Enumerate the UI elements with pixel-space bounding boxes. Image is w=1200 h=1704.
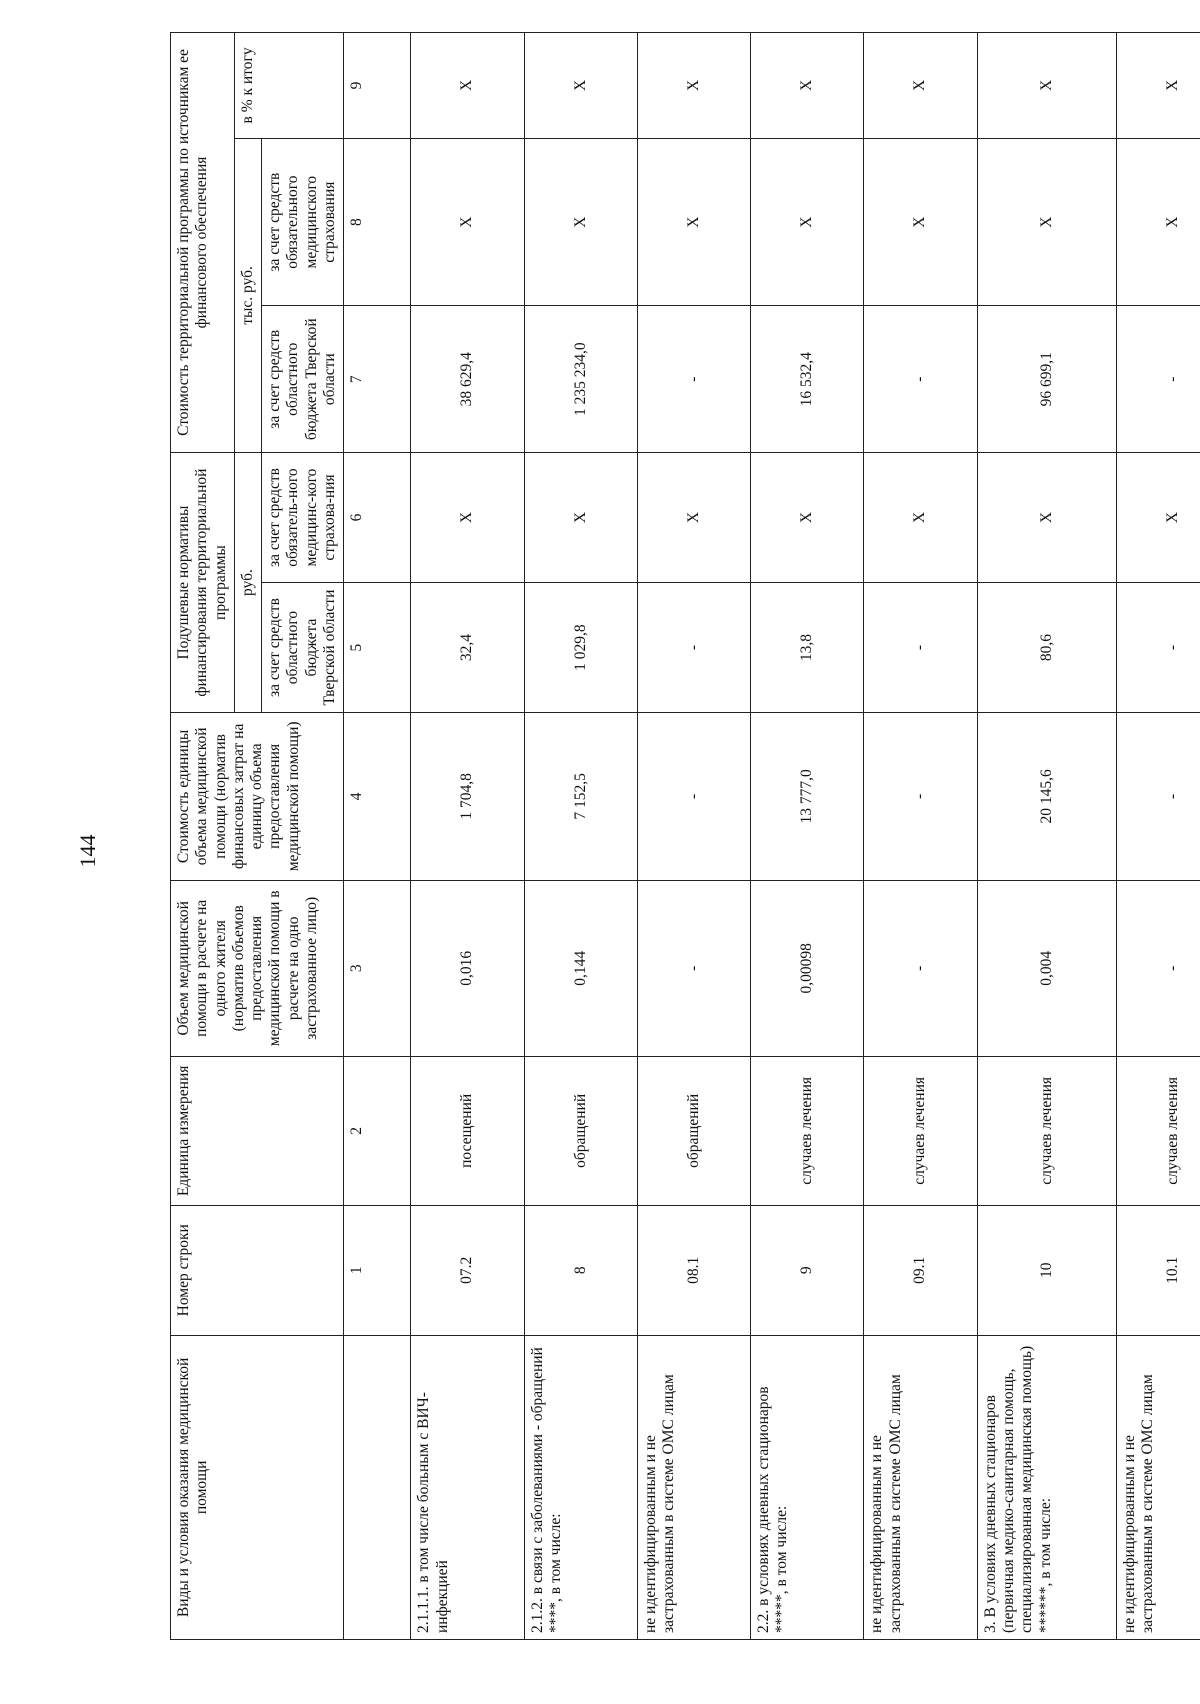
row-unit: случаев лечения xyxy=(1116,1056,1200,1205)
row-name: не идентифицированным и не застрахованным в системе ОМС лицам xyxy=(637,1335,750,1639)
row-line: 10.1 xyxy=(1116,1205,1200,1335)
row-line: 9 xyxy=(751,1205,864,1335)
row-name: 2.1.1.1. в том числе больным с ВИЧ-инфекцией xyxy=(411,1335,524,1639)
row-cost-oms: X xyxy=(637,138,750,306)
row-cost-budget: - xyxy=(637,306,750,453)
header-types: Виды и условия оказания медицинской помощи xyxy=(171,1335,344,1639)
row-volume: - xyxy=(1116,880,1200,1056)
financing-table xyxy=(170,32,1200,1640)
header-cost-oms: за счет средств обязательного медицинского страхования xyxy=(262,138,344,306)
table-row xyxy=(411,33,524,1640)
table-row xyxy=(977,33,1116,1640)
row-norm-budget: - xyxy=(1116,583,1200,713)
row-norm-oms: X xyxy=(751,453,864,583)
row-line: 08.1 xyxy=(637,1205,750,1335)
column-number: 7 xyxy=(344,306,411,453)
header-rub: руб. xyxy=(234,453,261,713)
table-row xyxy=(637,33,750,1640)
row-norm-budget: 13,8 xyxy=(751,583,864,713)
header-cost-budget: за счет средств областного бюджета Тверской области xyxy=(262,306,344,453)
row-norm-oms: X xyxy=(524,453,637,583)
row-unit: посещений xyxy=(411,1056,524,1205)
table-row xyxy=(751,33,864,1640)
header-thous-rub: тыс. руб. xyxy=(234,138,261,452)
row-unit-cost: - xyxy=(864,713,977,881)
row-line: 10 xyxy=(977,1205,1116,1335)
row-norm-budget: - xyxy=(637,583,750,713)
row-cost-oms: X xyxy=(411,138,524,306)
row-volume: - xyxy=(637,880,750,1056)
row-cost-oms: X xyxy=(1116,138,1200,306)
row-unit: случаев лечения xyxy=(864,1056,977,1205)
row-volume: - xyxy=(864,880,977,1056)
row-unit-cost: 13 777,0 xyxy=(751,713,864,881)
table-row xyxy=(1116,33,1200,1640)
row-norm-budget: 1 029,8 xyxy=(524,583,637,713)
row-percent: X xyxy=(977,33,1116,139)
row-unit-cost: - xyxy=(1116,713,1200,881)
row-volume: 0,144 xyxy=(524,880,637,1056)
row-name: не идентифицированным и не застрахованным в системе ОМС лицам xyxy=(1116,1335,1200,1639)
row-norm-budget: 32,4 xyxy=(411,583,524,713)
column-numbers-row xyxy=(344,33,411,1640)
row-unit: обращений xyxy=(524,1056,637,1205)
column-number: 4 xyxy=(344,713,411,881)
row-line: 09.1 xyxy=(864,1205,977,1335)
row-cost-budget: - xyxy=(1116,306,1200,453)
row-percent: X xyxy=(1116,33,1200,139)
row-norm-oms: X xyxy=(977,453,1116,583)
row-norm-budget: 80,6 xyxy=(977,583,1116,713)
row-unit: случаев лечения xyxy=(977,1056,1116,1205)
row-norm-oms: X xyxy=(637,453,750,583)
row-norm-oms: X xyxy=(411,453,524,583)
page-number: 144 xyxy=(75,834,100,868)
row-percent: X xyxy=(751,33,864,139)
row-volume: 0,016 xyxy=(411,880,524,1056)
header-norm-budget: за счет средств областного бюджета Тверской области xyxy=(262,583,344,713)
row-line: 07.2 xyxy=(411,1205,524,1335)
header-unit-cost: Стоимость единицы объема медицинской помощи (норматив финансовых затрат на единицу объема предоставления медицинской помощи) xyxy=(171,713,344,881)
header-norm-oms: за счет средств обязатель-ного медицинс-кого страхова-ния xyxy=(262,453,344,583)
row-cost-oms: X xyxy=(977,138,1116,306)
header-percent: в % к итогу xyxy=(234,33,343,139)
row-line: 8 xyxy=(524,1205,637,1335)
row-cost-budget: 96 699,1 xyxy=(977,306,1116,453)
row-cost-budget: - xyxy=(864,306,977,453)
column-number: 3 xyxy=(344,880,411,1056)
rotated-table-container xyxy=(170,32,1200,1640)
row-unit-cost: 20 145,6 xyxy=(977,713,1116,881)
row-name: 3. В условиях дневных стационаров (первичная медико-санитарная помощь, специализированная медицинская помощь) ******, в том числе: xyxy=(977,1335,1116,1639)
row-percent: X xyxy=(524,33,637,139)
row-cost-budget: 38 629,4 xyxy=(411,306,524,453)
row-unit-cost: 1 704,8 xyxy=(411,713,524,881)
row-cost-oms: X xyxy=(524,138,637,306)
header-line-number: Номер строки xyxy=(171,1205,344,1335)
header-per-capita-norms: Подушевые нормативы финансирования территориальной программы xyxy=(171,453,235,713)
column-number: 6 xyxy=(344,453,411,583)
column-number: 9 xyxy=(344,33,411,139)
row-percent: X xyxy=(864,33,977,139)
header-unit: Единица измерения xyxy=(171,1056,344,1205)
row-norm-oms: X xyxy=(1116,453,1200,583)
column-number: 5 xyxy=(344,583,411,713)
row-norm-oms: X xyxy=(864,453,977,583)
row-volume: 0,004 xyxy=(977,880,1116,1056)
row-name: не идентифицированным и не застрахованным в системе ОМС лицам xyxy=(864,1335,977,1639)
table-row xyxy=(864,33,977,1640)
row-cost-budget: 16 532,4 xyxy=(751,306,864,453)
row-volume: 0,00098 xyxy=(751,880,864,1056)
row-unit: случаев лечения xyxy=(751,1056,864,1205)
row-percent: X xyxy=(637,33,750,139)
row-cost-budget: 1 235 234,0 xyxy=(524,306,637,453)
column-number: 1 xyxy=(344,1205,411,1335)
row-name: 2.1.2. в связи с заболеваниями - обращений ****, в том числе: xyxy=(524,1335,637,1639)
row-cost-oms: X xyxy=(864,138,977,306)
row-unit-cost: - xyxy=(637,713,750,881)
row-unit-cost: 7 152,5 xyxy=(524,713,637,881)
row-cost-oms: X xyxy=(751,138,864,306)
header-program-cost: Стоимость территориальной программы по источникам ее финансового обеспечения xyxy=(171,33,235,453)
row-name: 2.2. в условиях дневных стационаров *****, в том числе: xyxy=(751,1335,864,1639)
column-number xyxy=(344,1335,411,1639)
row-percent: X xyxy=(411,33,524,139)
table-row xyxy=(524,33,637,1640)
row-unit: обращений xyxy=(637,1056,750,1205)
row-norm-budget: - xyxy=(864,583,977,713)
header-volume: Объем медицинской помощи в расчете на одного жителя (норматив объемов предоставления медицинской помощи в расчете на одно застрахованное лицо) xyxy=(171,880,344,1056)
column-number: 8 xyxy=(344,138,411,306)
column-number: 2 xyxy=(344,1056,411,1205)
